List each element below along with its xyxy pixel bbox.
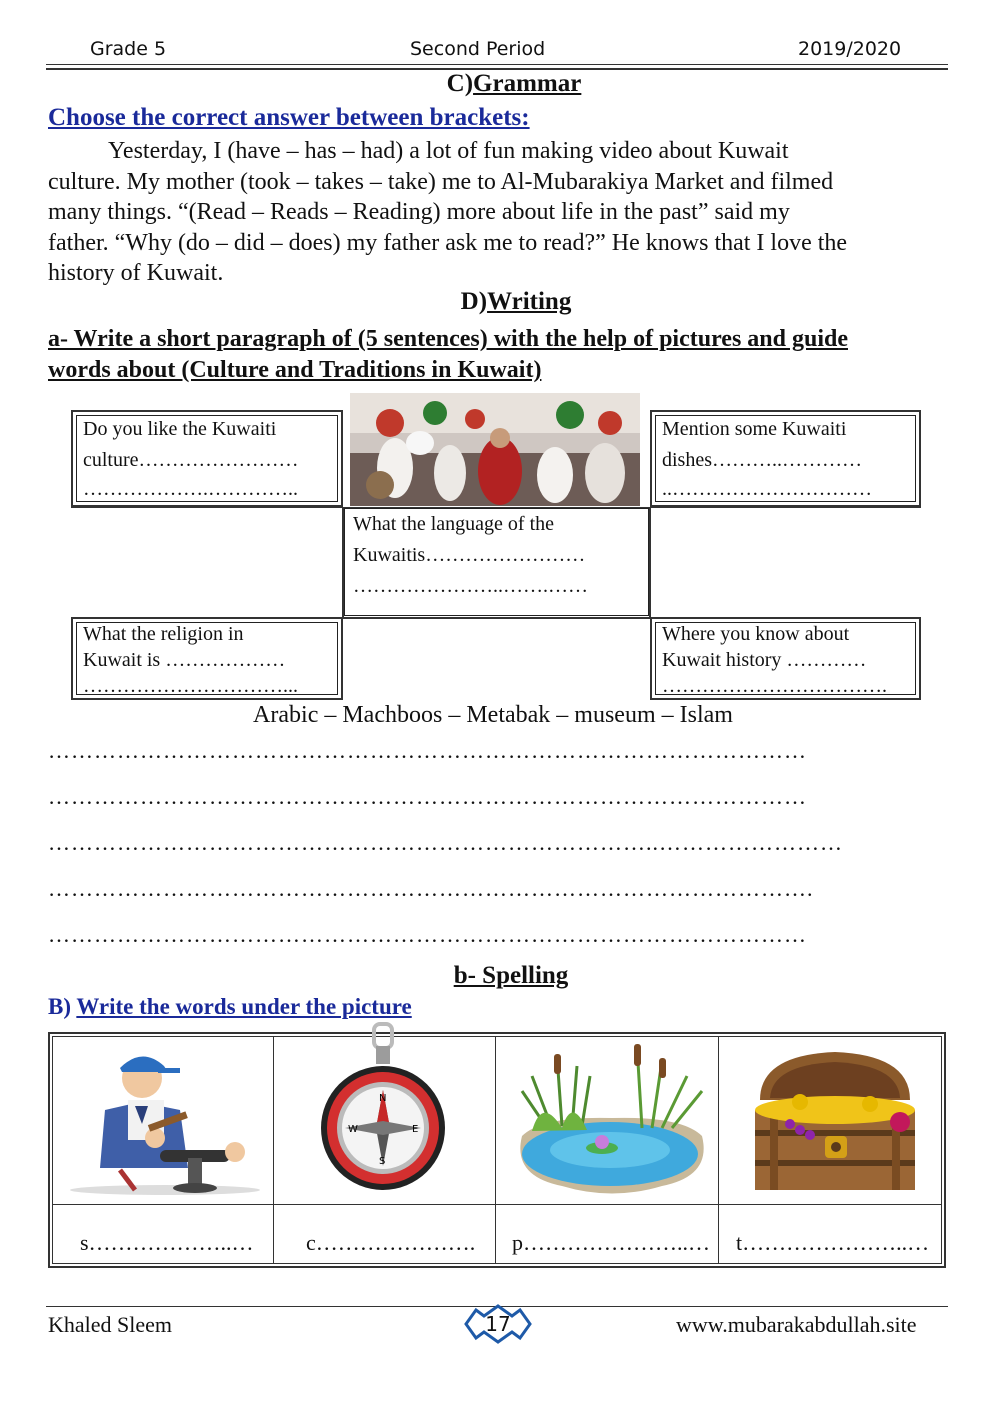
pond-picture [502,1036,717,1202]
compass-picture [290,1018,480,1203]
box-bottom-right: Where you know about Kuwait history ………… ……………………………. [650,617,921,700]
spelling-heading: b- Spelling [453,962,569,989]
box-bottom-left: What the religion in Kuwait is ……………… …………………………... [71,617,343,700]
grammar-instruction: Choose the correct answer between brackets: [48,104,530,131]
svg-text:E: E [412,1124,419,1135]
footer-author: Khaled Sleem [48,1312,173,1337]
grammar-paragraph [48,136,948,289]
spelling-blank-c[interactable]: c…………………. [306,1230,476,1255]
page-number: 17 [485,1312,511,1336]
header-year: 2019/2020 [798,38,902,60]
guide-words: Arabic – Machboos – Metabak – museum – Islam [253,702,733,728]
answer-line[interactable]: ……………………………………………………………………..…………………… [48,830,843,855]
svg-text:W: W [348,1124,358,1135]
spelling-blank-s[interactable]: s………………..… [80,1230,254,1255]
header-rule [46,64,948,65]
answer-line[interactable]: ……………………………………………………………………………………… [48,922,807,947]
writing-task: a- Write a short paragraph of (5 sentences) with the help of pictures and guide words about (Culture and Traditions in Kuwait) [48,326,848,383]
repairman-picture [60,1040,270,1200]
box-top-left: Do you like the Kuwaiti culture…………………… ……………….………….. [71,410,343,507]
grammar-line: culture. My mother (took – takes – take) me to Al-Mubarakiya Market and filmed [48,168,834,195]
grammar-line: history of Kuwait. [48,260,224,286]
grammar-heading: C)Grammar [446,70,582,97]
grammar-line: many things. “(Read – Reads – Reading) more about life in the past” said my [48,199,790,225]
svg-text:S: S [379,1156,386,1167]
grammar-line: Yesterday, I (have – has – had) a lot of fun making video about Kuwait [108,138,789,164]
header-period: Second Period [410,38,546,60]
spelling-blank-p[interactable]: p…………………..… [512,1230,710,1255]
answer-line[interactable]: ……………………………………………………………………………………… [48,738,807,763]
spelling-blank-t[interactable]: t…………………..… [736,1230,930,1255]
box-middle: What the language of the Kuwaitis…………………… …………………..…….…… [344,508,649,616]
grammar-line: father. “Why (do – did – does) my father ask me to read?” He knows that I love the [48,229,848,256]
box-top-right: Mention some Kuwaiti dishes………..………… ..………………………… [650,410,921,507]
spelling-instruction: B) Write the words under the picture [48,994,412,1019]
spelling-table [48,1032,946,1268]
page-number-badge [462,1304,534,1344]
writing-heading: D)Writing [460,288,572,315]
culture-photo [350,393,640,506]
treasure-picture [730,1040,940,1200]
answer-line[interactable]: ……………………………………………………………………………………… [48,784,807,809]
footer-website[interactable]: www.mubarakabdullah.site [676,1312,917,1337]
header-grade: Grade 5 [90,38,167,60]
answer-line[interactable]: ………………………………………………………………………………………. [48,876,814,901]
svg-text:N: N [379,1093,387,1104]
